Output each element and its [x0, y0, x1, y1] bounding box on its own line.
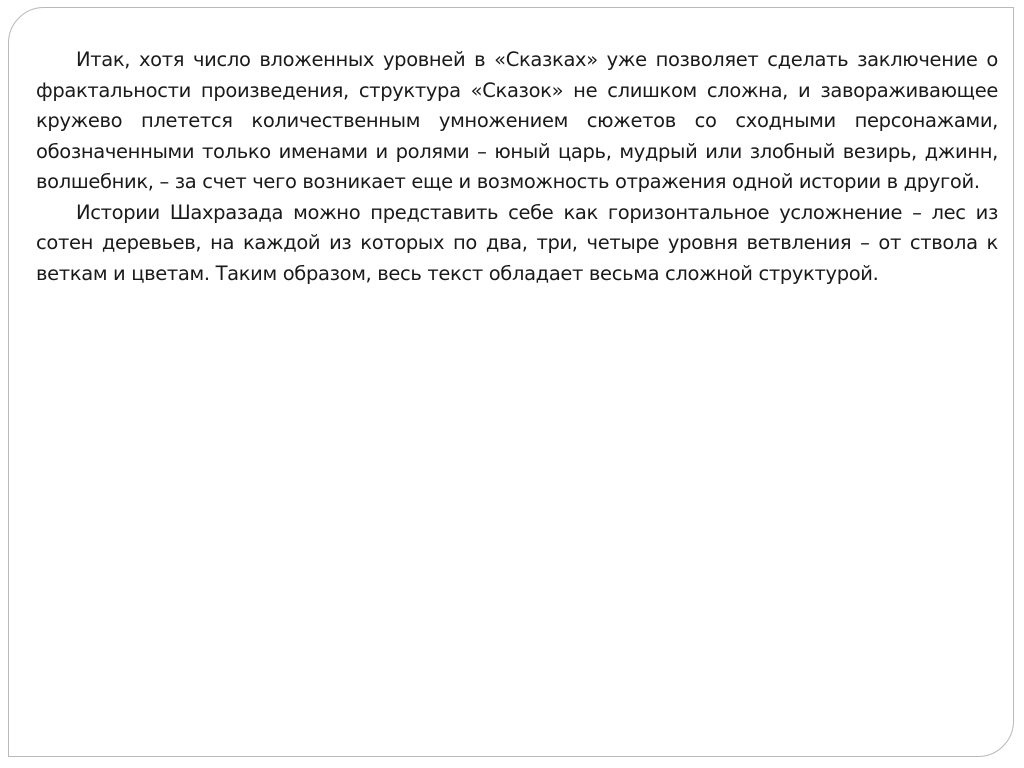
slide-frame [8, 7, 1014, 757]
paragraph-2: Истории Шахразада можно представить себе как горизонтальное усложнение – лес из сотен деревьев, на каждой из которых по два, три, четыре уровня ветвления – от ствола к веткам и цветам. Таким образом, весь текст обладает весьма сложной структурой. [36, 200, 998, 285]
slide-body-text [36, 45, 998, 289]
paragraph-1: Итак, хотя число вложенных уровней в «Сказках» уже позволяет сделать заключение о фрактальности произведения, структура «Сказок» не слишком сложна, и завораживающее кружево плетется количественным умножением сюжетов со сходными персонажами, обозначенными только именами и ролями – юный царь, мудрый или злобный везирь, джинн, волшебник, – за счет чего возникает еще и возможность отражения одной истории в другой. [36, 48, 998, 193]
